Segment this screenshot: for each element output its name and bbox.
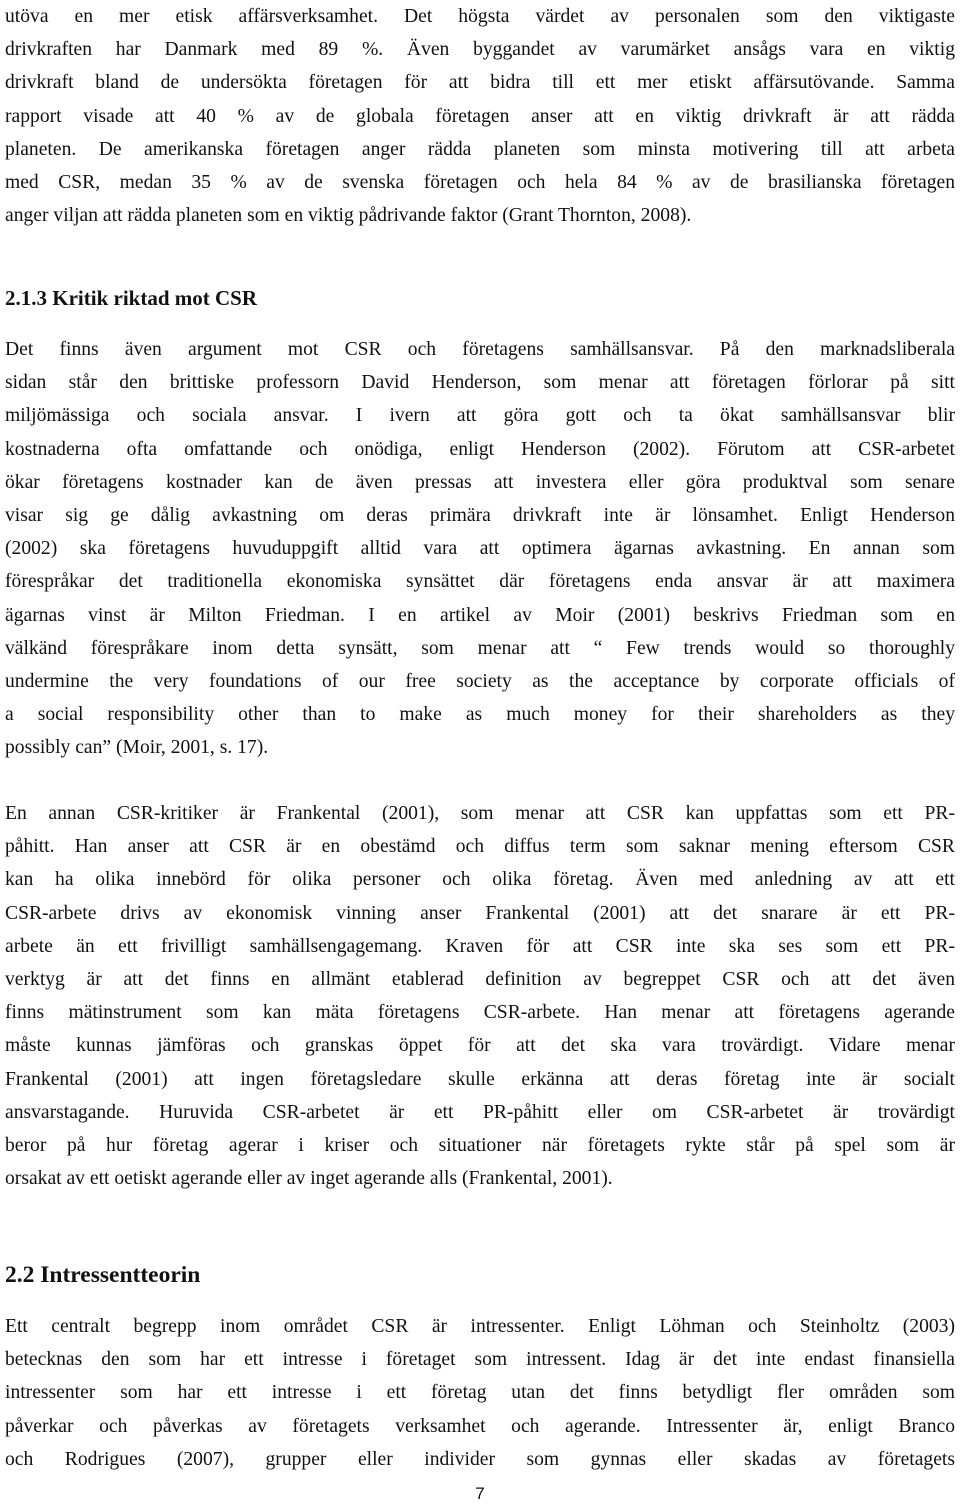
text-line: drivkraften har Danmark med 89 %. Även byggandet av varumärket ansågs vara en viktig: [5, 39, 955, 61]
text-line: visar sig ge dålig avkastning om deras primära drivkraft inte är lönsamhet. Enligt Henderson: [5, 505, 955, 527]
page-number: 7: [475, 1484, 485, 1503]
section-heading-intressentteorin: 2.2 Intressentteorin: [5, 1262, 201, 1288]
text-line: intressenter som har ett intresse i ett företag utan det finns betydligt fler områden som: [5, 1382, 955, 1404]
text-line: a social responsibility other than to make as much money for their shareholders as they: [5, 704, 955, 726]
text-line: välkänd förespråkare inom detta synsätt, som menar att “ Few trends would so thoroughly: [5, 637, 955, 659]
text-line: betecknas den som har ett intresse i företaget som intressent. Idag är det inte endast finansiella: [5, 1349, 955, 1371]
text-line: ansvarstagande. Huruvida CSR-arbetet är ett PR-påhitt eller om CSR-arbetet är trovärdigt: [5, 1101, 955, 1123]
text-line: måste kunnas jämföras och granskas öppet för att det ska vara trovärdigt. Vidare menar: [5, 1035, 955, 1057]
text-line: finns mätinstrument som kan mäta företagens CSR-arbete. Han menar att företagens agerande: [5, 1002, 955, 1024]
paragraph-intressenter: [5, 1310, 955, 1476]
text-line: kostnaderna ofta omfattande och onödiga, enligt Henderson (2002). Förutom att CSR-arbetet: [5, 438, 955, 460]
paragraph-drivkrafter: [5, 0, 955, 232]
text-line: rapport visade att 40 % av de globala företagen anser att en viktig drivkraft är att rädda: [5, 105, 955, 127]
text-line: Det finns även argument mot CSR och företagens samhällsansvar. På den marknadsliberala: [5, 339, 955, 360]
text-line: (2002) ska företagens huvuduppgift alltid vara att optimera ägarnas avkastning. En annan som: [5, 538, 955, 560]
text-line: Ett centralt begrepp inom området CSR är intressenter. Enligt Löhman och Steinholtz (2003): [5, 1316, 955, 1337]
text-line: påverkar och påverkas av företagets verksamhet och agerande. Intressenter är, enligt Branco: [5, 1415, 955, 1437]
text-line: påhitt. Han anser att CSR är en obestämd och diffus term som saknar mening eftersom CSR: [5, 836, 955, 858]
text-line: beror på hur företag agerar i kriser och situationer när företagets rykte står på spel som är: [5, 1135, 955, 1157]
text-line: orsakat av ett oetiskt agerande eller av inget agerande alls (Frankental, 2001).: [5, 1168, 613, 1190]
text-line: possibly can” (Moir, 2001, s. 17).: [5, 737, 269, 759]
text-line: undermine the very foundations of our free society as the acceptance by corporate officials of: [5, 671, 955, 693]
text-line: drivkraft bland de undersökta företagen för att bidra till ett mer etiskt affärsutövande. Samma: [5, 72, 955, 94]
text-line: En annan CSR-kritiker är Frankental (2001), som menar att CSR kan uppfattas som ett PR-: [5, 803, 955, 824]
text-line: miljömässiga och sociala ansvar. I ivern att göra gott och ta ökat samhällsansvar blir: [5, 405, 955, 427]
text-line: med CSR, medan 35 % av de svenska företagen och hela 84 % av de brasilianska företagen: [5, 172, 955, 194]
paragraph-frankental: [5, 797, 955, 1195]
text-line: kan ha olika innebörd för olika personer och olika företag. Även med anledning av att ett: [5, 869, 955, 891]
text-line: verktyg är att det finns en allmänt etablerad definition av begreppet CSR och att det även: [5, 969, 955, 991]
text-line: anger viljan att rädda planeten som en viktig pådrivande faktor (Grant Thornton, 2008).: [5, 205, 692, 227]
text-line: och Rodrigues (2007), grupper eller individer som gynnas eller skadas av företagets: [5, 1448, 955, 1470]
text-line: CSR-arbete drivs av ekonomisk vinning anser Frankental (2001) att det snarare är ett PR-: [5, 902, 955, 924]
text-line: arbete än ett frivilligt samhällsengagemang. Kraven för att CSR inte ska ses som ett PR-: [5, 935, 955, 957]
text-line: sidan står den brittiske professorn David Henderson, som menar att företagen förlorar på sitt: [5, 372, 955, 394]
text-line: ägarnas vinst är Milton Friedman. I en artikel av Moir (2001) beskrivs Friedman som en: [5, 604, 955, 626]
section-heading-kritik: 2.1.3 Kritik riktad mot CSR: [5, 286, 257, 310]
text-line: utöva en mer etisk affärsverksamhet. Det högsta värdet av personalen som den viktigaste: [5, 6, 955, 27]
paragraph-kritik: [5, 333, 955, 765]
text-line: ökar företagens kostnader kan de även pressas att investera eller göra produktval som senare: [5, 471, 955, 493]
text-line: förespråkar det traditionella ekonomiska synsättet där företagens enda ansvar är att maximera: [5, 571, 955, 593]
text-line: Frankental (2001) att ingen företagsledare skulle erkänna att deras företag inte är socialt: [5, 1068, 955, 1090]
text-line: planeten. De amerikanska företagen anger rädda planeten som minsta motivering till att arbeta: [5, 138, 955, 160]
